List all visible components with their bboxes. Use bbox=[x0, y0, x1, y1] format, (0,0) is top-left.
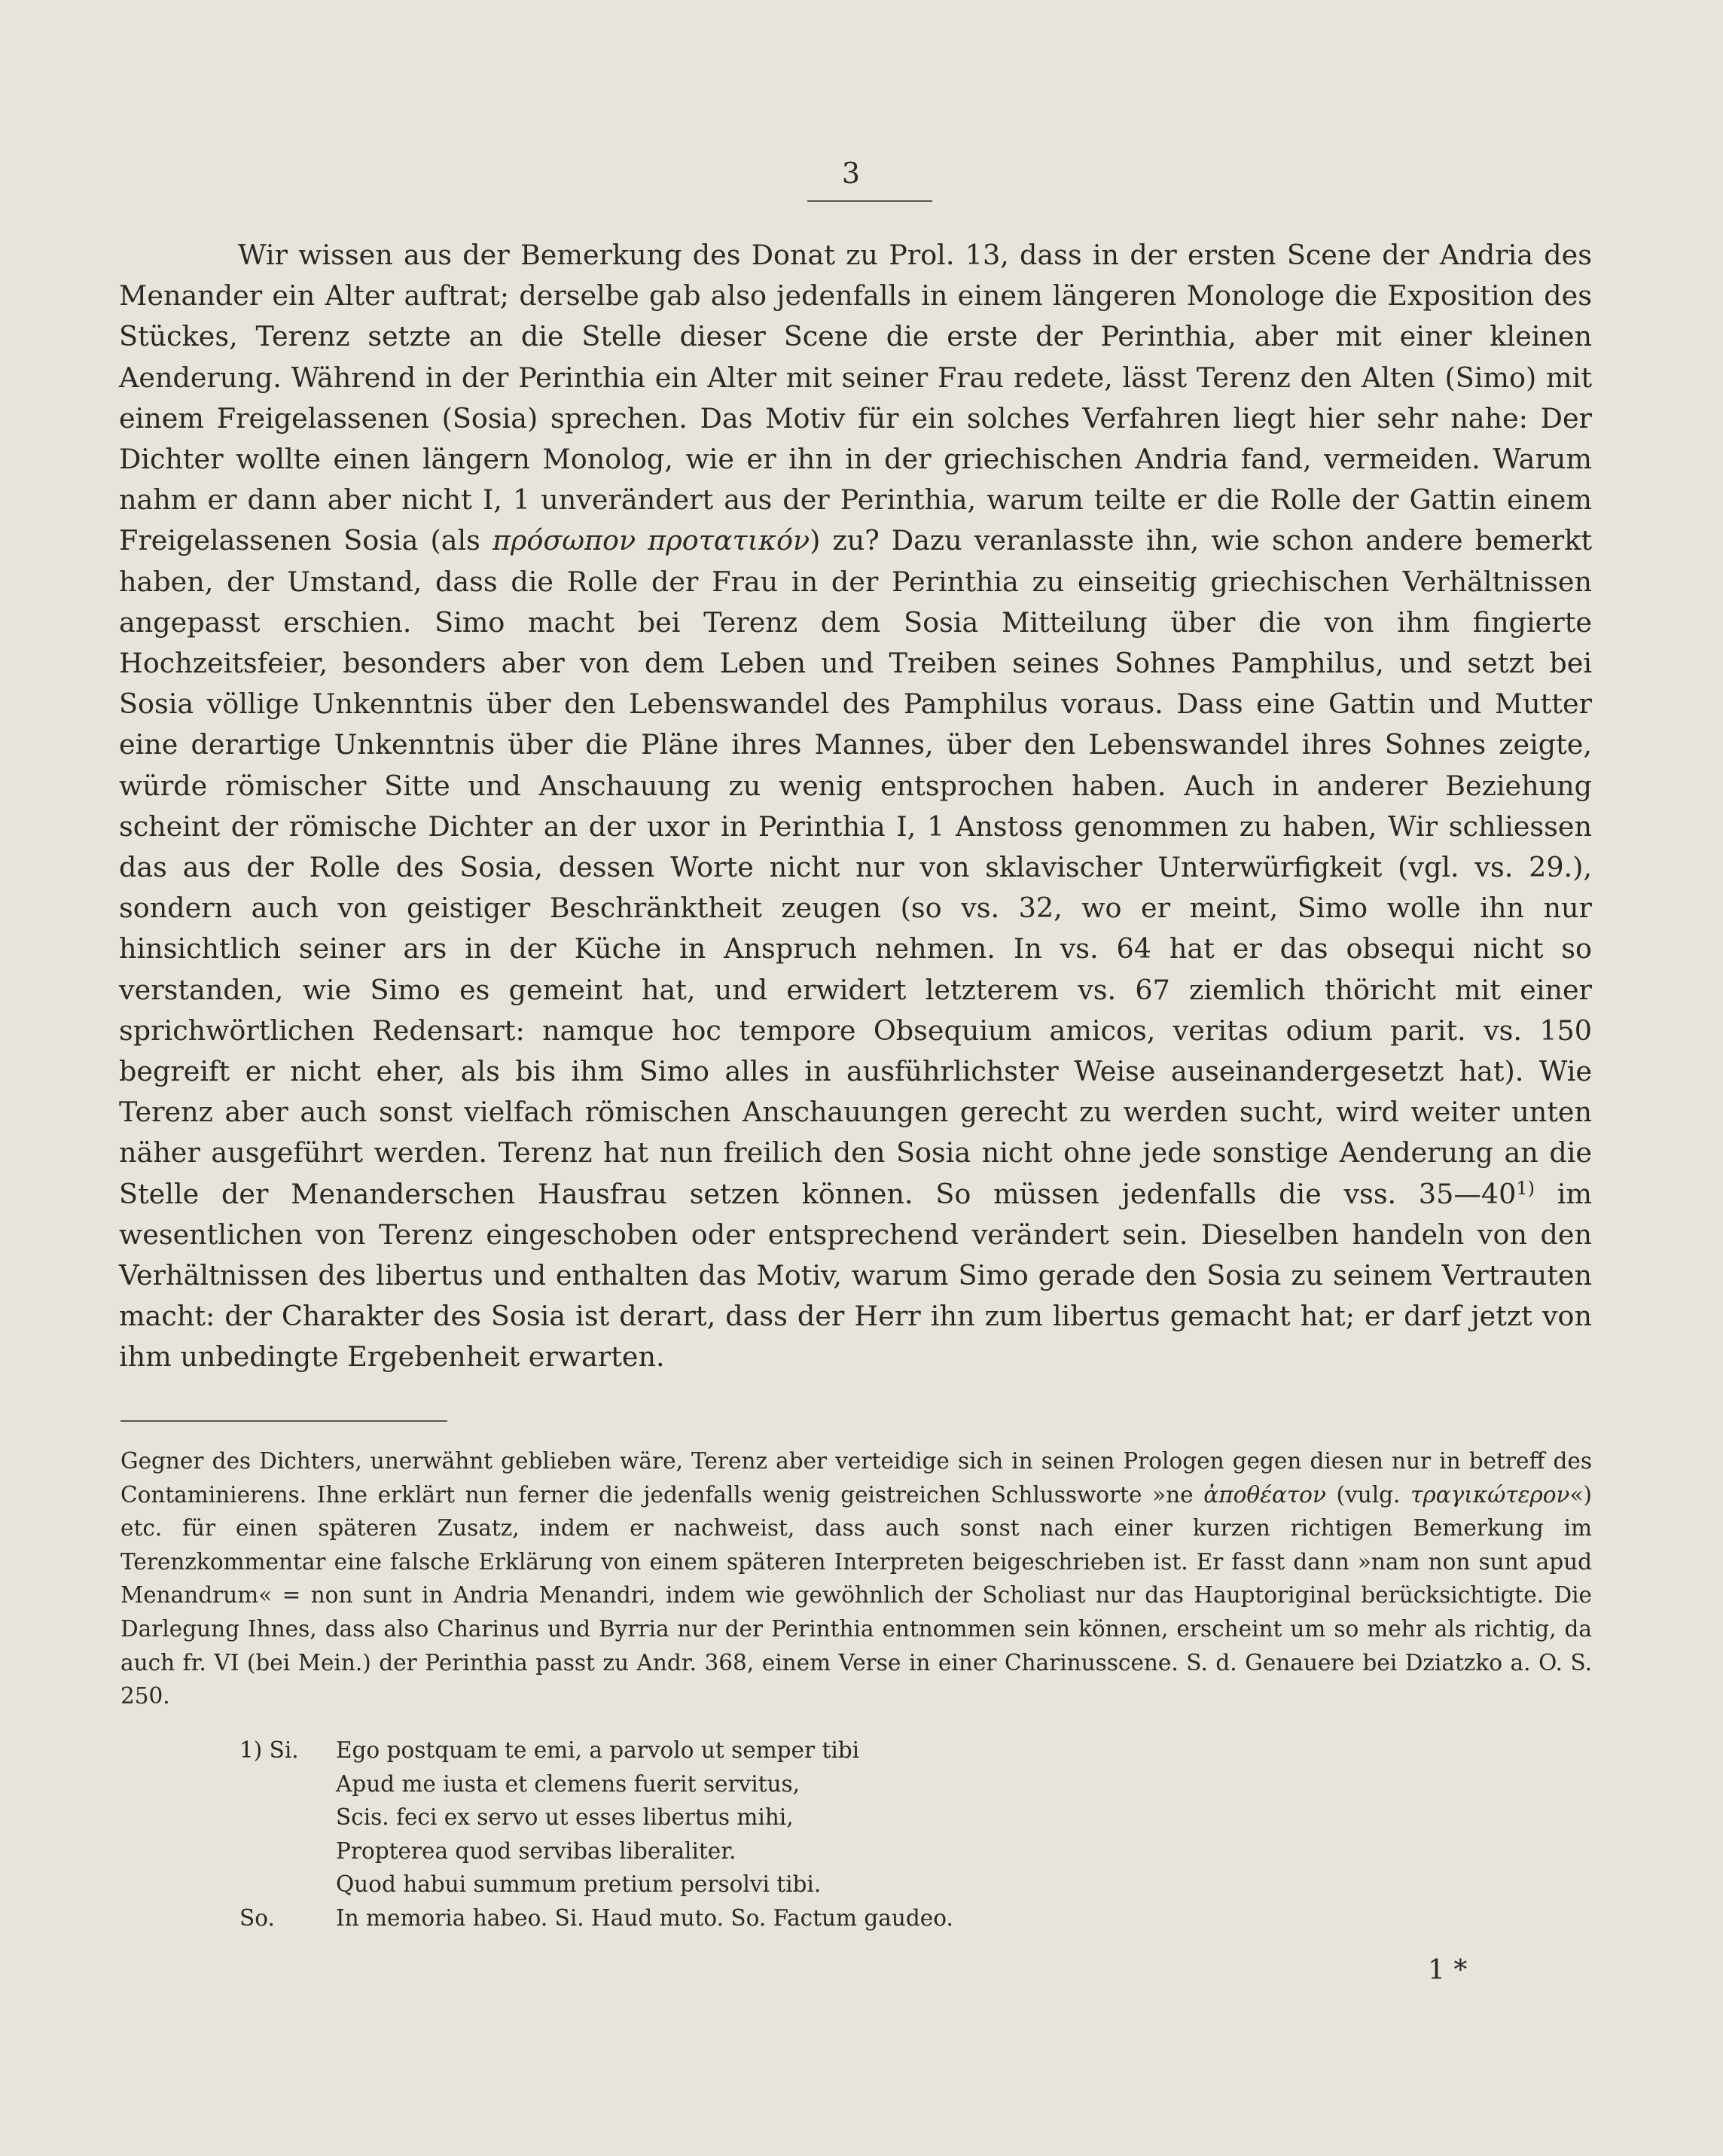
main-text-part-1: Wir wissen aus der Bemerkung des Donat zu Prol. 13, dass in der ersten Scene der Andria des Menander ein Alter auftrat; derselbe gab also jedenfalls in einem längeren Monologe die Exposition des Stückes, Terenz setzte an die Stelle dieser Scene die erste der Perinthia, aber mit einer kleinen Aenderung. Während in der Perinthia ein Alter mit seiner Frau redete, lässt Terenz den Alten (Simo) mit einem Freigelassenen (Sosia) sprechen. Das Motiv für ein solches Verfahren liegt hier sehr nahe: Der Dichter wollte einen längern Monolog, wie er ihn in der griechischen Andria fand, vermeiden. Warum nahm er dann aber nicht I, 1 unverändert aus der Perinthia, warum teilte er die Rolle der Gattin einem Freigelassenen Sosia (als bbox=[119, 239, 1592, 557]
verse-text: In memoria habeo. Si. Haud muto. So. Factum gaudeo. bbox=[336, 1904, 953, 1931]
verse-line bbox=[239, 1834, 1294, 1868]
footnote-separator bbox=[120, 1420, 447, 1422]
footnote-reference[interactable]: 1) bbox=[1516, 1177, 1535, 1199]
verse-line bbox=[239, 1868, 1294, 1901]
verse-text: Propterea quod servibas liberaliter. bbox=[336, 1837, 736, 1864]
printer-signature-mark: 1 * bbox=[1428, 1955, 1468, 1986]
main-text-part-3: im wesentlichen von Terenz eingeschoben oder entsprechend verändert sein. Dieselben handeln von den Verhältnissen des libertus und enthalten das Motiv, warum Simo gerade den Sosia zu seinem Vertrauten macht: der Charakter des Sosia ist derart, dass der Herr ihn zum libertus gemacht hat; er darf jetzt von ihm unbedingte Ergebenheit erwarten. bbox=[119, 1177, 1592, 1374]
main-paragraph bbox=[119, 235, 1592, 1378]
page-number-rule bbox=[807, 200, 932, 202]
footnote-greek-2: τραγικώτερον bbox=[1410, 1481, 1570, 1508]
footnote-verse-block bbox=[239, 1734, 1294, 1935]
footnote-greek-1: ἀποθέατον bbox=[1203, 1481, 1326, 1508]
verse-text: Ego postquam te emi, a parvolo ut semper tibi bbox=[336, 1737, 860, 1763]
footnote-text-part-3: «) etc. für einen späteren Zusatz, indem er nachweist, dass auch sonst nach einer kurzen richtigen Bemerkung im Terenzkommentar eine falsche Erklärung von einem späteren Interpreten beigeschrieben ist. Er fasst dann »nam non sunt apud Menandrum« = non sunt in Andria Menandri, indem wie gewöhnlich der Scholiast nur das Hauptoriginal berücksichtigte. Die Darlegung Ihnes, dass also Charinus und Byrria nur der Perinthia entnommen sein können, erscheint um so mehr als richtig, da auch fr. VI (bei Mein.) der Perinthia passt zu Andr. 368, einem Verse in einer Charinusscene. S. d. Genauere bei Dziatzko a. O. S. 250. bbox=[120, 1481, 1593, 1709]
footnote-text-part-1: Gegner des Dichters, unerwähnt geblieben wäre, Terenz aber verteidige sich in seinen Prologen gegen diesen nur in betreff des Contaminierens. Ihne erklärt nun ferner die jedenfalls wenig geistreichen Schlussworte »ne bbox=[120, 1448, 1592, 1508]
verse-speaker: So. bbox=[239, 1904, 275, 1931]
verse-line bbox=[239, 1901, 1294, 1935]
verse-line bbox=[239, 1801, 1294, 1834]
verse-line bbox=[239, 1767, 1294, 1801]
verse-line bbox=[239, 1734, 1294, 1767]
verse-text: Scis. feci ex servo ut esses libertus mihi, bbox=[336, 1804, 794, 1830]
footnote-continuation bbox=[120, 1444, 1592, 1713]
verse-text: Apud me iusta et clemens fuerit servitus, bbox=[336, 1770, 801, 1797]
verse-speaker: 1) Si. bbox=[239, 1737, 299, 1763]
greek-term: πρόσωπον προτατικόν bbox=[492, 524, 810, 557]
footnote-text-part-2: (vulg. bbox=[1325, 1481, 1411, 1508]
main-text-part-2: ) zu? Dazu veranlasste ihn, wie schon andere bemerkt haben, der Umstand, dass die Rolle der Frau in der Perinthia zu einseitig griechischen Verhältnissen angepasst erschien. Simo macht bei Terenz dem Sosia Mitteilung über die von ihm fingierte Hochzeitsfeier, besonders aber von dem Leben und Treiben seines Sohnes Pamphilus, und setzt bei Sosia völlige Unkenntnis über den Lebenswandel des Pamphilus voraus. Dass eine Gattin und Mutter eine derartige Unkenntnis über die Pläne ihres Mannes, über den Lebenswandel ihres Sohnes zeigte, würde römischer Sitte und Anschauung zu wenig entsprochen haben. Auch in anderer Beziehung scheint der römische Dichter an der uxor in Perinthia I, 1 Anstoss genommen zu haben, Wir schliessen das aus der Rolle des Sosia, dessen Worte nicht nur von sklavischer Unterwürfigkeit (vgl. vs. 29.), sondern auch von geistiger Beschränktheit zeugen (so vs. 32, wo er meint, Simo wolle ihn nur hinsichtlich seiner ars in der Küche in Anspruch nehmen. In vs. 64 hat er das obsequi nicht so verstanden, wie Simo es gemeint hat, und erwidert letzterem vs. 67 ziemlich thöricht mit einer sprichwörtlichen Redensart: namque hoc tempore Obsequium amicos, veritas odium parit. vs. 150 begreift er nicht eher, als bis ihm Simo alles in ausführlichster Weise auseinandergesetzt hat). Wie Terenz aber auch sonst vielfach römischen Anschauungen gerecht zu werden sucht, wird weiter unten näher ausgeführt werden. Terenz hat nun freilich den Sosia nicht ohne jede sonstige Aenderung an die Stelle der Menanderschen Hausfrau setzen können. So müssen jedenfalls die vss. 35—40 bbox=[119, 524, 1592, 1210]
verse-text: Quod habui summum pretium persolvi tibi. bbox=[336, 1871, 822, 1897]
page-number: 3 bbox=[841, 157, 861, 190]
